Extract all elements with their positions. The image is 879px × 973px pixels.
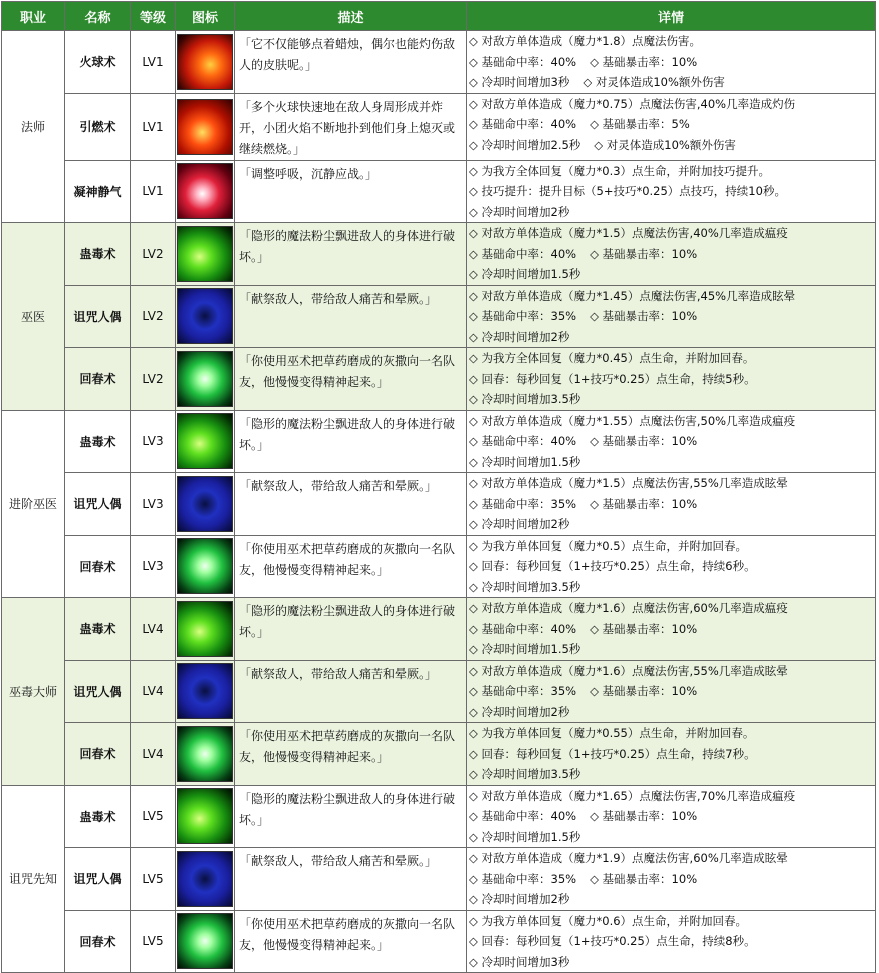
detail-line — [469, 869, 873, 890]
class-group — [2, 598, 876, 786]
detail-text: ◇ 对敌方单体造成（魔力*1.6）点魔法伤害,55%几率造成眩晕 — [469, 663, 788, 678]
skill-level: LV4 — [131, 660, 176, 723]
poison-icon — [177, 226, 233, 282]
header-name: 名称 — [65, 2, 131, 31]
detail-line — [469, 536, 873, 557]
rejuvenation-icon — [177, 726, 233, 782]
class-name: 进阶巫医 — [2, 410, 65, 598]
poison-icon — [177, 413, 233, 469]
skill-detail — [467, 785, 876, 848]
skill-level: LV2 — [131, 348, 176, 411]
skill-description: 「你使用巫术把草药磨成的灰撒向一名队友，他慢慢变得精神起来。」 — [235, 723, 467, 786]
skill-description: 「献祭敌人，带给敌人痛苦和晕厥。」 — [235, 660, 467, 723]
skill-icon-cell — [176, 785, 235, 848]
skill-level: LV4 — [131, 723, 176, 786]
skill-name: 引燃术 — [65, 93, 131, 160]
rejuvenation-icon — [177, 913, 233, 969]
detail-text: ◇ 冷却时间增加1.5秒 — [469, 642, 581, 656]
skill-description: 「你使用巫术把草药磨成的灰撒向一名队友，他慢慢变得精神起来。」 — [235, 348, 467, 411]
skill-level: LV3 — [131, 410, 176, 473]
detail-text: ◇ 技巧提升：提升目标（5+技巧*0.25）点技巧，持续10秒。 — [469, 184, 786, 198]
skill-name: 回春术 — [65, 348, 131, 411]
detail-text: ◇ 对敌方单体造成（魔力*1.5）点魔法伤害,40%几率造成瘟疫 — [469, 226, 788, 240]
detail-text: ◇ 对敌方单体造成（魔力*1.5）点魔法伤害,55%几率造成眩晕 — [469, 476, 788, 490]
poison-icon — [177, 788, 233, 844]
detail-line — [469, 806, 873, 827]
detail-line — [469, 327, 873, 348]
curse-doll-icon — [177, 663, 233, 719]
skill-detail — [467, 535, 876, 598]
detail-line — [469, 577, 873, 598]
detail-text: ◇ 冷却时间增加1.5秒 — [469, 454, 581, 469]
detail-text: ◇ 对灵体造成10%额外伤害 — [594, 137, 736, 152]
curse-doll-icon — [177, 288, 233, 344]
detail-text: ◇ 回春：每秒回复（1+技巧*0.25）点生命，持续6秒。 — [469, 559, 756, 573]
skill-detail — [467, 93, 876, 160]
detail-line — [469, 286, 873, 307]
detail-text: ◇ 基础暴击率：10% — [590, 54, 698, 69]
detail-text: ◇ 回春：每秒回复（1+技巧*0.25）点生命，持续8秒。 — [469, 934, 756, 948]
detail-text: ◇ 基础暴击率：10% — [590, 871, 698, 886]
detail-text: ◇ 为我方单体回复（魔力*0.5）点生命，并附加回春。 — [469, 538, 748, 553]
detail-text: ◇ 冷却时间增加2秒 — [469, 204, 570, 219]
detail-line — [469, 619, 873, 640]
skill-icon-cell — [176, 848, 235, 911]
skill-level: LV3 — [131, 473, 176, 536]
skill-name: 回春术 — [65, 910, 131, 973]
skill-description: 「调整呼吸，沉静应战。」 — [235, 160, 467, 223]
detail-text: ◇ 冷却时间增加2秒 — [469, 517, 570, 531]
detail-text: ◇ 基础命中率：35% — [469, 684, 577, 698]
detail-line — [469, 244, 873, 265]
skill-icon-cell — [176, 160, 235, 223]
detail-text: ◇ 基础暴击率：10% — [590, 434, 698, 448]
skill-detail — [467, 848, 876, 911]
detail-text: ◇ 冷却时间增加2秒 — [469, 892, 570, 906]
detail-line — [469, 744, 873, 765]
curse-doll-icon — [177, 851, 233, 907]
detail-line — [469, 181, 873, 202]
skill-detail — [467, 910, 876, 973]
rejuvenation-icon — [177, 538, 233, 594]
skill-icon-cell — [176, 285, 235, 348]
skill-detail — [467, 473, 876, 536]
detail-text: ◇ 基础暴击率：10% — [590, 621, 698, 636]
skill-level: LV3 — [131, 535, 176, 598]
detail-text: ◇ 回春：每秒回复（1+技巧*0.25）点生命，持续5秒。 — [469, 371, 756, 386]
detail-text: ◇ 冷却时间增加2秒 — [469, 329, 570, 344]
skill-icon-cell — [176, 598, 235, 661]
skill-detail — [467, 410, 876, 473]
skill-row — [2, 93, 876, 160]
detail-line — [469, 598, 873, 619]
header-class: 职业 — [2, 2, 65, 31]
skill-name: 诅咒人偶 — [65, 660, 131, 723]
detail-text: ◇ 对敌方单体造成（魔力*1.6）点魔法伤害,60%几率造成瘟疫 — [469, 601, 788, 615]
skill-level: LV5 — [131, 910, 176, 973]
skill-level: LV1 — [131, 93, 176, 160]
detail-line — [469, 411, 873, 432]
detail-line — [469, 556, 873, 577]
skill-name: 诅咒人偶 — [65, 848, 131, 911]
detail-text: ◇ 对敌方单体造成（魔力*1.55）点魔法伤害,50%几率造成瘟疫 — [469, 413, 796, 428]
skill-row — [2, 160, 876, 223]
skill-description: 「你使用巫术把草药磨成的灰撒向一名队友，他慢慢变得精神起来。」 — [235, 910, 467, 973]
detail-text: ◇ 为我方全体回复（魔力*0.45）点生命，并附加回春。 — [469, 351, 755, 365]
detail-line — [469, 848, 873, 869]
skill-level: LV2 — [131, 223, 176, 286]
header-detail: 详情 — [467, 2, 876, 31]
detail-line — [469, 473, 873, 494]
detail-text: ◇ 回春：每秒回复（1+技巧*0.25）点生命，持续7秒。 — [469, 746, 756, 761]
skill-name: 诅咒人偶 — [65, 473, 131, 536]
detail-text: ◇ 冷却时间增加1.5秒 — [469, 829, 581, 844]
detail-text: ◇ 基础命中率：35% — [469, 496, 577, 511]
skill-description: 「你使用巫术把草药磨成的灰撒向一名队友，他慢慢变得精神起来。」 — [235, 535, 467, 598]
detail-text: ◇ 基础命中率：40% — [469, 621, 577, 636]
detail-text: ◇ 对敌方单体造成（魔力*1.9）点魔法伤害,60%几率造成眩晕 — [469, 851, 788, 865]
skill-description: 「隐形的魔法粉尘飘进敌人的身体进行破坏。」 — [235, 410, 467, 473]
detail-text: ◇ 冷却时间增加2秒 — [469, 704, 570, 719]
detail-line — [469, 911, 873, 932]
detail-text: ◇ 对敌方单体造成（魔力*0.75）点魔法伤害,40%几率造成灼伤 — [469, 96, 796, 111]
skill-icon-cell — [176, 910, 235, 973]
detail-line — [469, 514, 873, 535]
skill-name: 蛊毒术 — [65, 223, 131, 286]
class-group — [2, 410, 876, 598]
detail-text: ◇ 对敌方单体造成（魔力*1.65）点魔法伤害,70%几率造成瘟疫 — [469, 788, 796, 803]
detail-line — [469, 827, 873, 848]
skill-name: 火球术 — [65, 31, 131, 94]
detail-line — [469, 114, 873, 135]
header-level: 等级 — [131, 2, 176, 31]
skill-row — [2, 285, 876, 348]
detail-text: ◇ 冷却时间增加3.5秒 — [469, 392, 581, 406]
class-name: 诅咒先知 — [2, 785, 65, 973]
detail-line — [469, 786, 873, 807]
fireball-icon — [177, 34, 233, 90]
skill-icon-cell — [176, 410, 235, 473]
skill-description: 「隐形的魔法粉尘飘进敌人的身体进行破坏。」 — [235, 223, 467, 286]
detail-text: ◇ 基础命中率：40% — [469, 809, 577, 823]
detail-text: ◇ 冷却时间增加3.5秒 — [469, 579, 581, 594]
detail-text: ◇ 为我方单体回复（魔力*0.55）点生命，并附加回春。 — [469, 726, 755, 740]
skill-description: 「献祭敌人，带给敌人痛苦和晕厥。」 — [235, 848, 467, 911]
detail-line — [469, 306, 873, 327]
skill-name: 凝神静气 — [65, 160, 131, 223]
class-group — [2, 785, 876, 973]
skill-description: 「隐形的魔法粉尘飘进敌人的身体进行破坏。」 — [235, 785, 467, 848]
detail-line — [469, 702, 873, 723]
detail-line — [469, 161, 873, 182]
skill-row — [2, 910, 876, 973]
poison-icon — [177, 601, 233, 657]
skill-detail — [467, 31, 876, 94]
detail-line — [469, 723, 873, 744]
skill-row — [2, 348, 876, 411]
skill-row — [2, 473, 876, 536]
header-row — [2, 2, 876, 31]
detail-text: ◇ 基础命中率：40% — [469, 246, 577, 261]
skill-row — [2, 660, 876, 723]
detail-line — [469, 389, 873, 410]
header-icon: 图标 — [176, 2, 235, 31]
detail-line — [469, 494, 873, 515]
detail-text: ◇ 基础暴击率：10% — [590, 684, 698, 698]
skill-row — [2, 223, 876, 286]
detail-line — [469, 264, 873, 285]
detail-text: ◇ 基础暴击率：10% — [590, 809, 698, 823]
skill-icon-cell — [176, 473, 235, 536]
detail-line — [469, 452, 873, 473]
skill-row — [2, 848, 876, 911]
skill-detail — [467, 348, 876, 411]
detail-line — [469, 639, 873, 660]
detail-text: ◇ 冷却时间增加3秒 — [469, 75, 570, 89]
skill-detail — [467, 223, 876, 286]
detail-line — [469, 681, 873, 702]
skill-detail — [467, 285, 876, 348]
skill-row — [2, 598, 876, 661]
detail-text: ◇ 基础命中率：35% — [469, 309, 577, 323]
detail-line — [469, 135, 873, 156]
detail-text: ◇ 基础命中率：40% — [469, 434, 577, 448]
header-description: 描述 — [235, 2, 467, 31]
skill-icon-cell — [176, 535, 235, 598]
rejuvenation-icon — [177, 351, 233, 407]
curse-doll-icon — [177, 476, 233, 532]
detail-text: ◇ 为我方单体回复（魔力*0.6）点生命，并附加回春。 — [469, 913, 748, 928]
skill-row — [2, 31, 876, 94]
skill-description: 「献祭敌人，带给敌人痛苦和晕厥。」 — [235, 473, 467, 536]
skill-icon-cell — [176, 348, 235, 411]
detail-text: ◇ 基础命中率：40% — [469, 54, 577, 69]
skill-level: LV1 — [131, 160, 176, 223]
detail-line — [469, 889, 873, 910]
skill-icon-cell — [176, 660, 235, 723]
skill-description: 「献祭敌人，带给敌人痛苦和晕厥。」 — [235, 285, 467, 348]
skills-table — [1, 1, 876, 973]
skill-level: LV4 — [131, 598, 176, 661]
detail-text: ◇ 冷却时间增加1.5秒 — [469, 267, 581, 281]
detail-text: ◇ 冷却时间增加3.5秒 — [469, 767, 581, 781]
skill-name: 蛊毒术 — [65, 785, 131, 848]
detail-line — [469, 931, 873, 952]
skill-row — [2, 785, 876, 848]
detail-line — [469, 94, 873, 115]
skill-row — [2, 535, 876, 598]
class-group — [2, 31, 876, 223]
ignite-icon — [177, 99, 233, 155]
detail-text: ◇ 对灵体造成10%额外伤害 — [583, 75, 725, 89]
detail-text: ◇ 冷却时间增加3秒 — [469, 954, 570, 969]
detail-text: ◇ 对敌方单体造成（魔力*1.8）点魔法伤害。 — [469, 34, 702, 48]
skill-detail — [467, 160, 876, 223]
detail-text: ◇ 基础暴击率：10% — [590, 246, 698, 261]
detail-text: ◇ 基础命中率：40% — [469, 117, 577, 131]
skill-icon-cell — [176, 723, 235, 786]
skill-name: 回春术 — [65, 535, 131, 598]
skill-level: LV5 — [131, 785, 176, 848]
skill-icon-cell — [176, 93, 235, 160]
detail-text: ◇ 基础暴击率：5% — [590, 117, 690, 131]
detail-line — [469, 72, 873, 93]
skill-icon-cell — [176, 31, 235, 94]
class-name: 法师 — [2, 31, 65, 223]
skill-name: 回春术 — [65, 723, 131, 786]
detail-text: ◇ 为我方全体回复（魔力*0.3）点生命，并附加技巧提升。 — [469, 163, 771, 178]
detail-line — [469, 431, 873, 452]
detail-text: ◇ 冷却时间增加2.5秒 — [469, 137, 581, 152]
skill-detail — [467, 660, 876, 723]
focus-icon — [177, 163, 233, 219]
skill-name: 蛊毒术 — [65, 410, 131, 473]
skill-row — [2, 723, 876, 786]
detail-line — [469, 661, 873, 682]
skill-name: 诅咒人偶 — [65, 285, 131, 348]
class-group — [2, 223, 876, 411]
skill-detail — [467, 598, 876, 661]
skill-level: LV5 — [131, 848, 176, 911]
detail-text: ◇ 基础暴击率：10% — [590, 309, 698, 323]
skill-detail — [467, 723, 876, 786]
class-name: 巫毒大师 — [2, 598, 65, 786]
skill-name: 蛊毒术 — [65, 598, 131, 661]
detail-line — [469, 31, 873, 52]
skill-description: 「多个火球快速地在敌人身周形成并炸开，小团火焰不断地扑到他们身上熄灭或继续燃烧。」 — [235, 93, 467, 160]
detail-line — [469, 202, 873, 223]
detail-line — [469, 223, 873, 244]
skill-description: 「隐形的魔法粉尘飘进敌人的身体进行破坏。」 — [235, 598, 467, 661]
detail-line — [469, 52, 873, 73]
skill-description: 「它不仅能够点着蜡烛，偶尔也能灼伤敌人的皮肤呢。」 — [235, 31, 467, 94]
skill-icon-cell — [176, 223, 235, 286]
detail-text: ◇ 基础暴击率：10% — [590, 496, 698, 511]
skill-row — [2, 410, 876, 473]
skill-level: LV2 — [131, 285, 176, 348]
detail-text: ◇ 基础命中率：35% — [469, 871, 577, 886]
detail-line — [469, 348, 873, 369]
detail-text: ◇ 对敌方单体造成（魔力*1.45）点魔法伤害,45%几率造成眩晕 — [469, 288, 796, 303]
class-name: 巫医 — [2, 223, 65, 411]
detail-line — [469, 764, 873, 785]
detail-line — [469, 369, 873, 390]
skill-level: LV1 — [131, 31, 176, 94]
